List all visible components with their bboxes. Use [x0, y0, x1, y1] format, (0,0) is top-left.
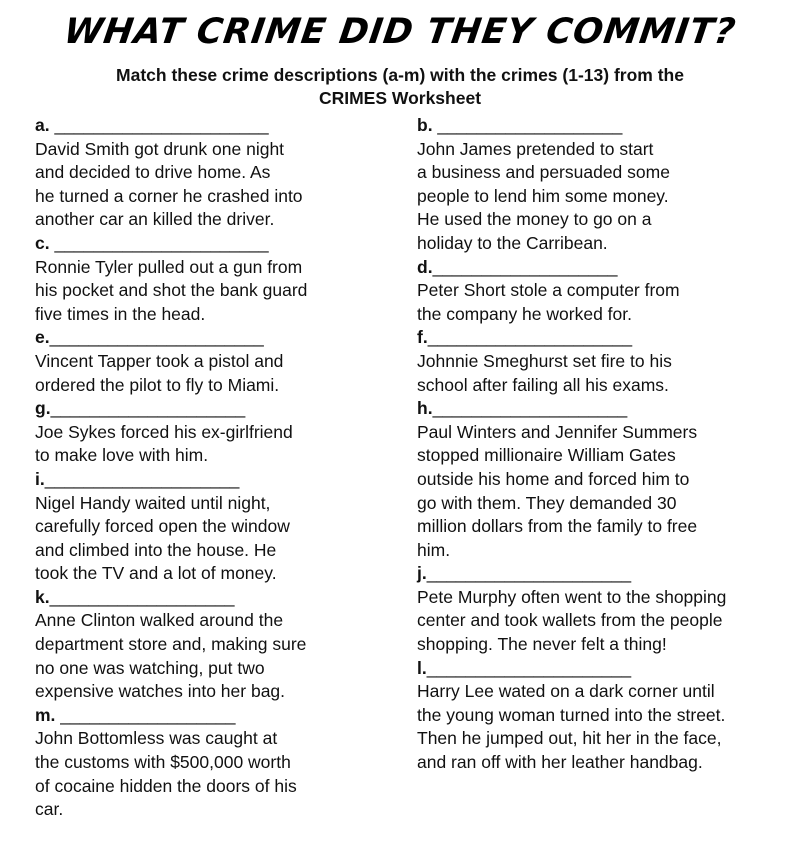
description-line: Harry Lee wated on a dark corner until — [417, 681, 715, 702]
entry-letter: g. — [35, 398, 51, 419]
answer-line[interactable] — [417, 114, 800, 138]
entry-letter: d. — [417, 256, 433, 277]
answer-line[interactable] — [417, 562, 800, 586]
answer-blank[interactable]: ____________________ — [44, 468, 240, 489]
description-line: he turned a corner he crashed into — [35, 185, 303, 206]
crime-entry — [417, 657, 800, 775]
crime-entry — [417, 326, 800, 397]
answer-line[interactable] — [35, 326, 405, 350]
description-line: John Bottomless was caught at — [35, 728, 278, 749]
worksheet-title: WHAT CRIME DID THEY COMMIT? — [61, 12, 739, 52]
description-line: center and took wallets from the people — [417, 610, 723, 631]
description-line: of cocaine hidden the doors of his — [35, 775, 297, 796]
answer-blank[interactable]: ___________________ — [49, 586, 235, 607]
description-line: Nigel Handy waited until night, — [35, 492, 271, 513]
entry-letter: e. — [35, 327, 50, 348]
right-column — [417, 114, 800, 775]
entry-letter: c. — [35, 232, 55, 253]
answer-blank[interactable]: ___________________ — [437, 115, 623, 135]
description-line: Vincent Tapper took a pistol and — [35, 350, 284, 371]
crime-entry — [417, 562, 800, 656]
answer-line[interactable] — [417, 657, 800, 681]
description-line: Pete Murphy often went to the shopping — [417, 586, 727, 607]
description-line: a business and persuaded some — [417, 162, 670, 183]
description-line: Ronnie Tyler pulled out a gun from — [35, 256, 303, 277]
answer-line[interactable] — [35, 704, 405, 728]
answer-blank[interactable]: _____________________ — [426, 657, 632, 678]
crime-entry — [35, 704, 405, 822]
answer-line[interactable] — [35, 586, 405, 610]
crime-entry — [35, 468, 405, 586]
instructions-line-1: Match these crime descriptions (a-m) with the crimes (1-13) from the — [116, 65, 684, 85]
entry-letter: l. — [417, 657, 427, 678]
answer-line[interactable] — [417, 397, 800, 421]
answer-blank[interactable]: ______________________ — [54, 115, 269, 135]
answer-line[interactable] — [35, 114, 405, 138]
answer-line[interactable] — [35, 232, 405, 256]
instructions — [40, 64, 760, 110]
crime-entry — [417, 397, 800, 562]
answer-line[interactable] — [417, 326, 800, 350]
crime-entry — [417, 256, 800, 327]
answer-blank[interactable]: ____________________ — [50, 398, 246, 419]
description-line: carefully forced open the window — [35, 516, 290, 537]
description-line: the young woman turned into the street. — [417, 704, 726, 725]
description-line: another car an killed the driver. — [35, 209, 275, 230]
description-line: million dollars from the family to free — [417, 516, 698, 537]
crime-entry — [35, 232, 405, 326]
answer-line[interactable] — [35, 468, 405, 492]
description-line: Paul Winters and Jennifer Summers — [417, 421, 698, 442]
answer-blank[interactable]: ___________________ — [432, 256, 618, 277]
description-line: John James pretended to start — [417, 138, 654, 159]
description-line: holiday to the Carribean. — [417, 232, 608, 253]
answer-line[interactable] — [35, 397, 405, 421]
description-line: and decided to drive home. As — [35, 162, 271, 183]
answer-blank[interactable]: ______________________ — [54, 232, 269, 253]
entry-letter: f. — [417, 327, 428, 348]
answer-line[interactable] — [417, 256, 800, 280]
description-line: shopping. The never felt a thing! — [417, 634, 667, 655]
description-line: expensive watches into her bag. — [35, 681, 286, 702]
answer-blank[interactable]: ______________________ — [49, 327, 264, 348]
description-line: stopped millionaire William Gates — [417, 445, 676, 466]
answer-blank[interactable]: _____________________ — [427, 327, 633, 348]
description-line: Joe Sykes forced his ex-girlfriend — [35, 421, 293, 442]
description-line: Anne Clinton walked around the — [35, 610, 284, 631]
description-line: department store and, making sure — [35, 634, 307, 655]
crime-entry — [35, 114, 405, 232]
description-line: and climbed into the house. He — [35, 539, 277, 560]
description-line: no one was watching, put two — [35, 657, 265, 678]
crime-entry — [417, 114, 800, 256]
entry-letter: h. — [417, 398, 433, 419]
left-column — [35, 114, 405, 822]
description-line: people to lend him some money. — [417, 185, 669, 206]
crime-entry — [35, 397, 405, 468]
entry-letter: j. — [417, 563, 427, 584]
answer-blank[interactable]: ____________________ — [432, 398, 628, 419]
description-line: the company he worked for. — [417, 303, 632, 324]
description-line: go with them. They demanded 30 — [417, 492, 677, 513]
description-line: ordered the pilot to fly to Miami. — [35, 374, 280, 395]
description-line: David Smith got drunk one night — [35, 138, 285, 159]
description-line: him. — [417, 539, 451, 560]
crime-entry — [35, 586, 405, 704]
entry-letter: i. — [35, 468, 45, 489]
description-line: five times in the head. — [35, 303, 206, 324]
description-line: took the TV and a lot of money. — [35, 563, 277, 584]
description-line: Johnnie Smeghurst set fire to his — [417, 350, 672, 371]
entry-letter: k. — [35, 586, 50, 607]
description-line: car. — [35, 799, 64, 820]
instructions-line-2: CRIMES Worksheet — [318, 88, 482, 108]
description-line: Peter Short stole a computer from — [417, 280, 680, 301]
entry-letter: b. — [417, 115, 438, 135]
description-line: and ran off with her leather handbag. — [417, 752, 703, 773]
crime-entry — [35, 326, 405, 397]
answer-blank[interactable]: _____________________ — [426, 563, 632, 584]
description-line: his pocket and shot the bank guard — [35, 280, 308, 301]
description-line: He used the money to go on a — [417, 209, 652, 230]
description-line: to make love with him. — [35, 445, 209, 466]
description-line: school after failing all his exams. — [417, 374, 669, 395]
description-line: the customs with $500,000 worth — [35, 752, 291, 773]
entry-letter: a. — [35, 115, 55, 135]
description-line: Then he jumped out, hit her in the face, — [417, 728, 722, 749]
description-line: outside his home and forced him to — [417, 468, 690, 489]
entry-letter: m. — [35, 704, 61, 725]
answer-blank[interactable]: __________________ — [60, 704, 236, 725]
